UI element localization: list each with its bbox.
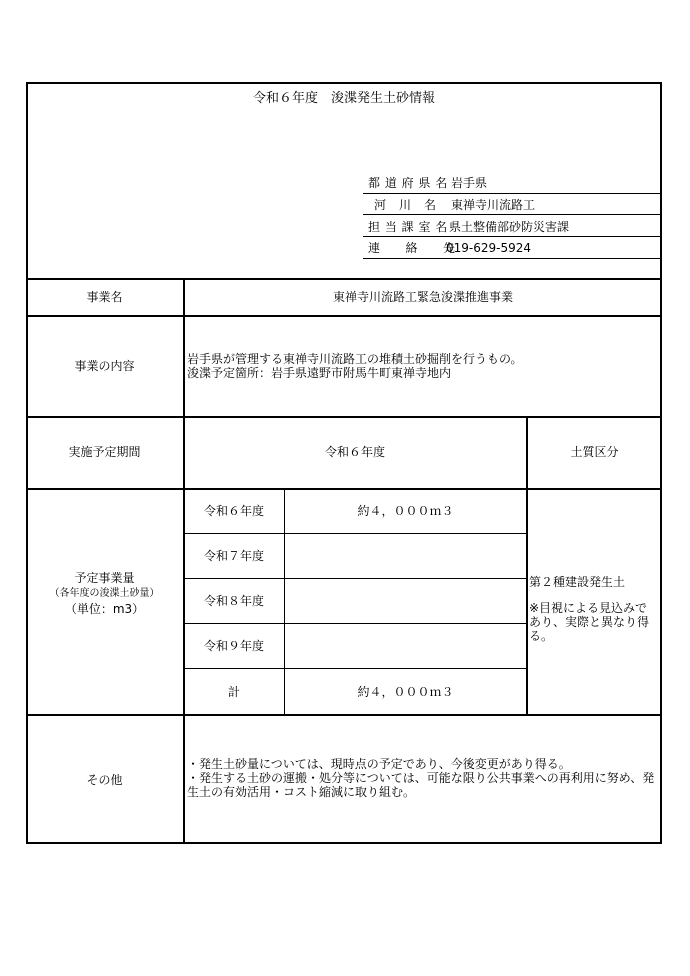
dept-value: 県土整備部砂防災害課 (449, 220, 570, 234)
period-label: 実施予定期間 (68, 445, 141, 459)
row-divider-name (26, 315, 662, 317)
project-content-line1: 岩手県が管理する東禅寺川流路工の堆積土砂掘削を行うもの。 (187, 352, 523, 366)
river-label: 河 川 名 (374, 198, 437, 212)
project-content-line2: 浚渫予定箇所：岩手県遠野市附馬牛町東禅寺地内 (187, 366, 452, 380)
river-value: 東禅寺川流路工 (451, 198, 536, 212)
year-amount-1: 約４，０００ｍ３ (357, 504, 454, 518)
other-label: その他 (86, 773, 123, 787)
volume-unit-label: （単位：m3） (64, 602, 145, 616)
total-value: 約４，０００ｍ３ (357, 685, 454, 699)
info-line-3 (363, 236, 662, 237)
row-divider-period (26, 488, 662, 490)
info-line-2 (363, 214, 662, 215)
project-name-label: 事業名 (86, 290, 123, 304)
table-top-line (26, 278, 662, 280)
soil-note: ※目視による見込みであり、実際と異なり得る。 (529, 601, 650, 643)
info-line-1 (363, 193, 662, 194)
prefecture-value: 岩手県 (451, 176, 488, 190)
row-divider-content (26, 416, 662, 418)
row-divider-year3 (183, 623, 526, 624)
row-divider-year1 (183, 533, 526, 534)
soil-type: 第２種建設発生土 (529, 575, 626, 589)
year-label-3: 令和８年度 (203, 594, 264, 608)
prefecture-label: 都 道 府 県 名 (368, 176, 448, 190)
year-label-2: 令和７年度 (203, 549, 264, 563)
project-name-value: 東禅寺川流路工緊急浚渫推進事業 (332, 290, 513, 304)
year-label-4: 令和９年度 (203, 639, 264, 653)
form-frame (26, 82, 662, 844)
period-value: 令和６年度 (324, 445, 385, 459)
document-title: 令和６年度 浚渫発生土砂情報 (252, 91, 435, 106)
project-content-label: 事業の内容 (74, 359, 135, 373)
col-divider-soil (526, 416, 528, 714)
total-label: 計 (227, 685, 240, 699)
soil-label: 土質区分 (570, 445, 619, 459)
contact-label: 連 絡 先 (368, 241, 456, 255)
row-divider-volume (26, 714, 662, 716)
contact-value: 019-629-5924 (446, 241, 532, 255)
info-line-4 (363, 258, 662, 259)
other-line2: ・発生する土砂の運搬・処分等については、可能な限り公共事業への再利用に努め、発生土の有効活用・コスト縮減に取り組む。 (187, 771, 655, 799)
volume-label: 予定事業量 (74, 571, 135, 585)
year-label-1: 令和６年度 (203, 504, 264, 518)
col-divider-year (284, 488, 285, 714)
volume-sub-label: （各年度の浚渫土砂量） (49, 588, 160, 599)
row-divider-year2 (183, 578, 526, 579)
row-divider-year4 (183, 668, 526, 669)
dept-label: 担 当 課 室 名 (368, 220, 448, 234)
other-line1: ・発生土砂量については、現時点の予定であり、今後変更があり得る。 (187, 757, 571, 771)
